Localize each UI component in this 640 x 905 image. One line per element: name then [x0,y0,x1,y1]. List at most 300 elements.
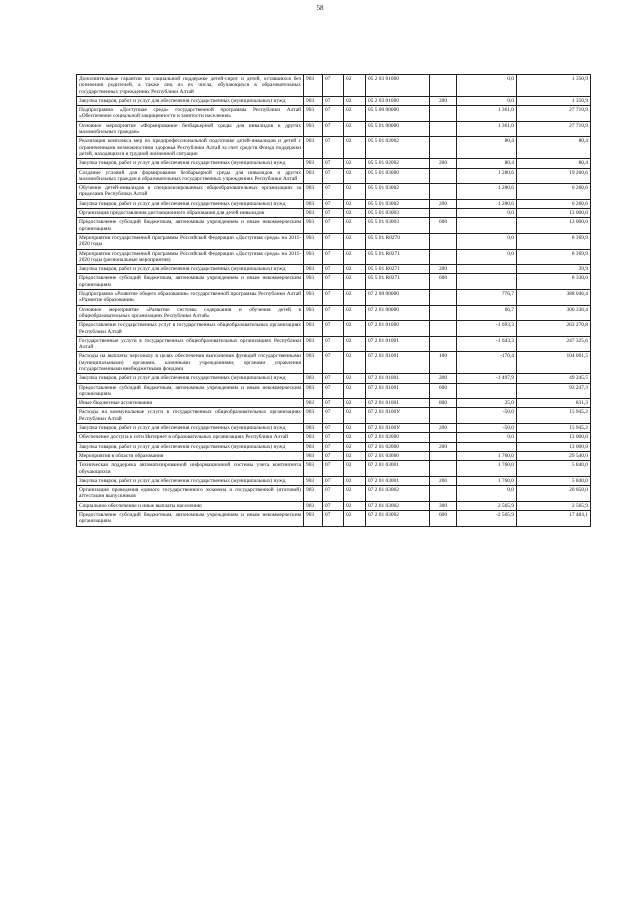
budget-table [76,74,591,527]
section-code-cell: 07 [323,424,344,433]
total-amount-cell: 19 260,6 [517,168,591,184]
admin-code-cell: 903 [304,321,323,337]
target-article-cell: 07 2 01 0100У [366,424,430,433]
section-code-cell: 07 [323,218,344,234]
admin-code-cell: 903 [304,274,323,290]
subsection-code-cell: 02 [344,433,366,442]
expense-type-cell [430,433,457,442]
subsection-code-cell: 02 [344,290,366,306]
row-name-cell: Мероприятия государственной программы Российской Федерации «Доступная среда» на 2011-2020 годы (региональные мероприятия) [77,249,304,265]
row-name-cell: Закупка товаров, работ и услуг для обеспечения государственных (муниципальных) нужд [77,424,304,433]
target-article-cell: 05 2 03 01000 [366,75,430,97]
total-amount-cell: 13 000,0 [517,218,591,234]
row-name-cell: Обучение детей-инвалидов в специализированных общеобразовательных организациях за пределами Республики Алтай [77,184,304,200]
change-amount-cell: 25,0 [457,399,517,408]
admin-code-cell: 903 [304,383,323,399]
row-name-cell: Закупка товаров, работ и услуг для обеспечения государственных (муниципальных) нужд [77,265,304,274]
admin-code-cell: 903 [304,209,323,218]
target-article-cell: 05 5 01 R0271 [366,265,430,274]
admin-code-cell: 903 [304,199,323,208]
target-article-cell: 07 2 01 03002 [366,511,430,527]
table-row [77,511,591,527]
subsection-code-cell: 02 [344,486,366,502]
total-amount-cell: 13 000,0 [517,433,591,442]
subsection-code-cell: 02 [344,75,366,97]
section-code-cell: 07 [323,159,344,168]
table-row [77,321,591,337]
change-amount-cell: -1 643,3 [457,336,517,352]
target-article-cell: 07 2 01 01001 [366,374,430,383]
subsection-code-cell: 02 [344,106,366,122]
admin-code-cell: 903 [304,121,323,137]
row-name-cell: Предоставление субсидий бюджетным, автономным учреждениям и иным некоммерческим организациям [77,511,304,527]
section-code-cell: 07 [323,383,344,399]
admin-code-cell: 903 [304,184,323,200]
section-code-cell: 07 [323,461,344,477]
admin-code-cell: 903 [304,399,323,408]
total-amount-cell: 5 840,0 [517,476,591,485]
total-amount-cell: 20 050,0 [517,486,591,502]
row-name-cell: Дополнительные гарантии по социальной поддержке детей-сирот и детей, оставшихся без попечения родителей, а также лиц из их числа, обучающихся в образовательных государственных учреждениях Республики Алтай [77,75,304,97]
expense-type-cell [430,106,457,122]
subsection-code-cell: 02 [344,199,366,208]
table-row [77,106,591,122]
expense-type-cell [430,451,457,460]
target-article-cell: 05 5 01 02002 [366,159,430,168]
change-amount-cell: 1 760,0 [457,461,517,477]
section-code-cell: 07 [323,433,344,442]
row-name-cell: Организация предоставления дистанционного образования для детей инвалидов [77,209,304,218]
admin-code-cell: 903 [304,168,323,184]
expense-type-cell: 800 [430,399,457,408]
target-article-cell: 05 5 01 R0271 [366,274,430,290]
change-amount-cell: 1 760,0 [457,451,517,460]
table-row [77,433,591,442]
total-amount-cell: 1 350,9 [517,75,591,97]
subsection-code-cell: 02 [344,399,366,408]
expense-type-cell: 200 [430,476,457,485]
change-amount-cell: 1 280,6 [457,184,517,200]
row-name-cell: Закупка товаров, работ и услуг для обеспечения государственных (муниципальных) нужд [77,442,304,451]
table-row [77,476,591,485]
change-amount-cell [457,442,517,451]
total-amount-cell: 80,4 [517,137,591,159]
target-article-cell: 07 2 01 03002 [366,486,430,502]
table-row [77,424,591,433]
table-row [77,352,591,374]
target-article-cell: 07 2 01 01001 [366,336,430,352]
table-row [77,96,591,105]
change-amount-cell [457,274,517,290]
change-amount-cell: 1 280,6 [457,199,517,208]
total-amount-cell: 93 247,3 [517,383,591,399]
section-code-cell: 07 [323,476,344,485]
expense-type-cell [430,168,457,184]
target-article-cell: 07 2 00 00000 [366,290,430,306]
section-code-cell: 07 [323,121,344,137]
subsection-code-cell: 02 [344,424,366,433]
expense-type-cell [430,233,457,249]
total-amount-cell: 263 270,8 [517,321,591,337]
target-article-cell: 05 5 01 03002 [366,184,430,200]
total-amount-cell: 6 260,6 [517,199,591,208]
target-article-cell: 05 5 01 03000 [366,168,430,184]
section-code-cell: 07 [323,184,344,200]
row-name-cell: Закупка товаров, работ и услуг для обеспечения государственных (муниципальных) нужд [77,476,304,485]
target-article-cell: 05 5 00 00000 [366,106,430,122]
change-amount-cell: 0,0 [457,249,517,265]
table-row [77,159,591,168]
expense-type-cell [430,290,457,306]
change-amount-cell [457,265,517,274]
row-name-cell: Подпрограмма «Доступная среда» государственной программы Республики Алтай «Обеспечение социальной защищенности и занятости населения» [77,106,304,122]
row-name-cell: Техническая поддержка автоматизированной информационной системы учета контингента обучающихся [77,461,304,477]
admin-code-cell: 903 [304,511,323,527]
subsection-code-cell: 02 [344,121,366,137]
subsection-code-cell: 02 [344,461,366,477]
section-code-cell: 07 [323,408,344,424]
total-amount-cell: 388 046,4 [517,290,591,306]
change-amount-cell: 80,4 [457,137,517,159]
total-amount-cell: 5 840,0 [517,461,591,477]
table-row [77,137,591,159]
admin-code-cell: 903 [304,75,323,97]
row-name-cell: Закупка товаров, работ и услуг для обеспечения государственных (муниципальных) нужд [77,159,304,168]
admin-code-cell: 903 [304,442,323,451]
change-amount-cell: 66,7 [457,305,517,321]
table-row [77,442,591,451]
admin-code-cell: 903 [304,424,323,433]
target-article-cell: 07 2 01 03001 [366,476,430,485]
target-article-cell: 05 5 01 R0270 [366,233,430,249]
expense-type-cell: 600 [430,274,457,290]
change-amount-cell: 1 760,0 [457,476,517,485]
total-amount-cell: 104 001,5 [517,352,591,374]
expense-type-cell [430,184,457,200]
total-amount-cell: 2 565,9 [517,501,591,510]
section-code-cell: 07 [323,336,344,352]
total-amount-cell: 6 260,6 [517,184,591,200]
admin-code-cell: 903 [304,451,323,460]
section-code-cell: 07 [323,75,344,97]
table-row [77,374,591,383]
change-amount-cell: 0,0 [457,433,517,442]
row-name-cell: Предоставление субсидий бюджетным, автономным учреждениям и иным некоммерческим организациям [77,218,304,234]
expense-type-cell [430,305,457,321]
admin-code-cell: 903 [304,137,323,159]
section-code-cell: 07 [323,305,344,321]
admin-code-cell: 903 [304,218,323,234]
row-name-cell: Расходы на коммунальные услуги в государственных общеобразовательных организациях Республики Алтай [77,408,304,424]
row-name-cell: Расходы на выплаты персоналу в целях обеспечения выполнения функций государственными (муниципальными) органами, казенными учреждениями, органами управления государственными внебюджетными фондами [77,352,304,374]
total-amount-cell: 247 325,6 [517,336,591,352]
admin-code-cell: 903 [304,249,323,265]
expense-type-cell: 600 [430,383,457,399]
change-amount-cell: 2 565,9 [457,501,517,510]
change-amount-cell: 0,0 [457,209,517,218]
row-name-cell: Подпрограмма «Развитие общего образования» государственной программы Республики Алтай «Развитие образования» [77,290,304,306]
subsection-code-cell: 02 [344,352,366,374]
total-amount-cell: 13 000,0 [517,442,591,451]
target-article-cell: 07 2 01 01001 [366,399,430,408]
change-amount-cell: 1 361,0 [457,121,517,137]
total-amount-cell: 17 484,1 [517,511,591,527]
subsection-code-cell: 02 [344,233,366,249]
table-row [77,336,591,352]
expense-type-cell [430,486,457,502]
subsection-code-cell: 02 [344,265,366,274]
expense-type-cell [430,336,457,352]
total-amount-cell: 8 330,0 [517,274,591,290]
expense-type-cell: 200 [430,199,457,208]
section-code-cell: 07 [323,352,344,374]
total-amount-cell: 27 710,9 [517,121,591,137]
section-code-cell: 07 [323,486,344,502]
target-article-cell: 07 2 01 01000 [366,321,430,337]
change-amount-cell: -50,0 [457,424,517,433]
target-article-cell: 05 5 01 00000 [366,121,430,137]
section-code-cell: 07 [323,137,344,159]
expense-type-cell: 200 [430,442,457,451]
table-row [77,501,591,510]
expense-type-cell [430,408,457,424]
row-name-cell: Основное мероприятие «Развитие системы содержания и обучения детей в общеобразовательных организациях Республики Алтай» [77,305,304,321]
admin-code-cell: 903 [304,96,323,105]
change-amount-cell: -1 693,3 [457,321,517,337]
change-amount-cell: 0,0 [457,75,517,97]
subsection-code-cell: 02 [344,336,366,352]
table-row [77,305,591,321]
admin-code-cell: 903 [304,159,323,168]
target-article-cell: 05 2 03 01000 [366,96,430,105]
subsection-code-cell: 02 [344,137,366,159]
target-article-cell: 05 5 01 02002 [366,137,430,159]
total-amount-cell: 39,9 [517,265,591,274]
row-name-cell: Закупка товаров, работ и услуг для обеспечения государственных (муниципальных) нужд [77,199,304,208]
section-code-cell: 07 [323,274,344,290]
total-amount-cell: 29 540,0 [517,451,591,460]
section-code-cell: 07 [323,374,344,383]
section-code-cell: 07 [323,96,344,105]
table-row [77,75,591,97]
change-amount-cell: -50,0 [457,408,517,424]
section-code-cell: 07 [323,511,344,527]
total-amount-cell: 306 336,4 [517,305,591,321]
subsection-code-cell: 02 [344,96,366,105]
budget-table-body [77,75,591,527]
expense-type-cell [430,137,457,159]
expense-type-cell: 200 [430,374,457,383]
total-amount-cell: 13 000,0 [517,209,591,218]
page-number: 58 [316,4,324,12]
total-amount-cell: 1 350,9 [517,96,591,105]
target-article-cell: 05 5 01 03003 [366,218,430,234]
subsection-code-cell: 02 [344,274,366,290]
admin-code-cell: 903 [304,374,323,383]
expense-type-cell: 200 [430,96,457,105]
subsection-code-cell: 02 [344,249,366,265]
row-name-cell: Предоставление субсидий бюджетным, автономным учреждениям и иным некоммерческим организациям [77,383,304,399]
target-article-cell: 07 2 01 00000 [366,305,430,321]
row-name-cell: Обеспечение доступа к сети Интернет в образовательных организациях Республики Алтай [77,433,304,442]
section-code-cell: 07 [323,442,344,451]
admin-code-cell: 903 [304,501,323,510]
expense-type-cell: 200 [430,159,457,168]
target-article-cell: 07 2 01 03002 [366,501,430,510]
section-code-cell: 07 [323,106,344,122]
expense-type-cell: 200 [430,265,457,274]
admin-code-cell: 903 [304,106,323,122]
section-code-cell: 07 [323,451,344,460]
subsection-code-cell: 02 [344,408,366,424]
admin-code-cell: 903 [304,305,323,321]
admin-code-cell: 903 [304,352,323,374]
subsection-code-cell: 02 [344,476,366,485]
admin-code-cell: 903 [304,265,323,274]
admin-code-cell: 903 [304,461,323,477]
table-row [77,383,591,399]
expense-type-cell [430,75,457,97]
subsection-code-cell: 02 [344,305,366,321]
row-name-cell: Предоставление государственных услуг в государственных общеобразовательных организациях Республики Алтай [77,321,304,337]
table-row [77,249,591,265]
target-article-cell: 05 5 01 03003 [366,209,430,218]
target-article-cell: 05 5 01 R0271 [366,249,430,265]
table-row [77,168,591,184]
expense-type-cell: 200 [430,424,457,433]
expense-type-cell: 600 [430,218,457,234]
expense-type-cell [430,461,457,477]
subsection-code-cell: 02 [344,511,366,527]
subsection-code-cell: 02 [344,383,366,399]
subsection-code-cell: 02 [344,184,366,200]
subsection-code-cell: 02 [344,501,366,510]
admin-code-cell: 903 [304,476,323,485]
target-article-cell: 07 2 01 0100У [366,408,430,424]
admin-code-cell: 903 [304,408,323,424]
total-amount-cell: 49 245,5 [517,374,591,383]
table-row [77,486,591,502]
change-amount-cell: -2 565,9 [457,511,517,527]
row-name-cell: Основное мероприятие «Формирование безбарьерной среды для инвалидов и других маломобильных граждан» [77,121,304,137]
table-row [77,451,591,460]
row-name-cell: Предоставление субсидий бюджетным, автономным учреждениям и иным некоммерческим организациям [77,274,304,290]
row-name-cell: Государственные услуги в государственных общеобразовательных организациях Республики Алтай [77,336,304,352]
row-name-cell: Создание условий для формирования безбарьерной среды для инвалидов и других маломобильных граждан в образовательных государственных учреждениях Республики Алтай [77,168,304,184]
total-amount-cell: 27 710,9 [517,106,591,122]
change-amount-cell [457,383,517,399]
row-name-cell: Организация проведения единого государственного экзамена и государственной (итоговой) аттестации выпускников [77,486,304,502]
section-code-cell: 07 [323,199,344,208]
expense-type-cell [430,209,457,218]
section-code-cell: 07 [323,249,344,265]
section-code-cell: 07 [323,209,344,218]
row-name-cell: Закупка товаров, работ и услуг для обеспечения государственных (муниципальных) нужд [77,96,304,105]
target-article-cell: 05 5 01 03002 [366,199,430,208]
subsection-code-cell: 02 [344,218,366,234]
total-amount-cell: 15 945,2 [517,408,591,424]
section-code-cell: 07 [323,265,344,274]
section-code-cell: 07 [323,290,344,306]
change-amount-cell: 1 361,0 [457,106,517,122]
subsection-code-cell: 02 [344,451,366,460]
expense-type-cell [430,121,457,137]
subsection-code-cell: 02 [344,442,366,451]
table-row [77,265,591,274]
admin-code-cell: 903 [304,336,323,352]
row-name-cell: Социальное обеспечение и иные выплаты населению [77,501,304,510]
table-row [77,184,591,200]
total-amount-cell: 831,3 [517,399,591,408]
change-amount-cell: -1 497,9 [457,374,517,383]
section-code-cell: 07 [323,399,344,408]
row-name-cell: Закупка товаров, работ и услуг для обеспечения государственных (муниципальных) нужд [77,374,304,383]
subsection-code-cell: 02 [344,159,366,168]
section-code-cell: 07 [323,233,344,249]
target-article-cell: 07 2 01 02000 [366,433,430,442]
row-name-cell: Реализация комплекса мер по предпрофессиональной подготовке детей-инвалидов и детей с ограниченными возможностями здоровья Республики Алтай за счет средств Фонда поддержки детей, находящихся в трудной жизненной ситуации [77,137,304,159]
table-row [77,399,591,408]
table-row [77,290,591,306]
subsection-code-cell: 02 [344,321,366,337]
change-amount-cell [457,218,517,234]
table-row [77,274,591,290]
subsection-code-cell: 02 [344,374,366,383]
section-code-cell: 07 [323,321,344,337]
table-row [77,121,591,137]
target-article-cell: 07 2 01 03000 [366,451,430,460]
change-amount-cell: 80,4 [457,159,517,168]
admin-code-cell: 903 [304,290,323,306]
section-code-cell: 07 [323,168,344,184]
change-amount-cell: 0,0 [457,233,517,249]
change-amount-cell: 0,0 [457,96,517,105]
target-article-cell: 07 2 01 01001 [366,383,430,399]
table-row [77,209,591,218]
expense-type-cell: 300 [430,501,457,510]
expense-type-cell [430,321,457,337]
target-article-cell: 07 2 01 01001 [366,352,430,374]
change-amount-cell: -170,4 [457,352,517,374]
row-name-cell: Иные бюджетные ассигнования [77,399,304,408]
table-row [77,408,591,424]
target-article-cell: 07 2 01 03001 [366,461,430,477]
row-name-cell: Мероприятия государственной программы Российской Федерации «Доступная среда» на 2011-2020 годы [77,233,304,249]
target-article-cell: 07 2 01 02000 [366,442,430,451]
expense-type-cell: 600 [430,511,457,527]
subsection-code-cell: 02 [344,168,366,184]
table-row [77,233,591,249]
expense-type-cell: 100 [430,352,457,374]
table-row [77,199,591,208]
expense-type-cell [430,249,457,265]
total-amount-cell: 8 369,9 [517,233,591,249]
admin-code-cell: 903 [304,486,323,502]
admin-code-cell: 903 [304,233,323,249]
table-row [77,218,591,234]
change-amount-cell: 1 280,6 [457,168,517,184]
total-amount-cell: 80,4 [517,159,591,168]
total-amount-cell: 15 945,2 [517,424,591,433]
total-amount-cell: 8 369,9 [517,249,591,265]
section-code-cell: 07 [323,501,344,510]
change-amount-cell: 776,7 [457,290,517,306]
change-amount-cell: 0,0 [457,486,517,502]
table-row [77,461,591,477]
subsection-code-cell: 02 [344,209,366,218]
admin-code-cell: 903 [304,433,323,442]
row-name-cell: Мероприятия в области образования [77,451,304,460]
